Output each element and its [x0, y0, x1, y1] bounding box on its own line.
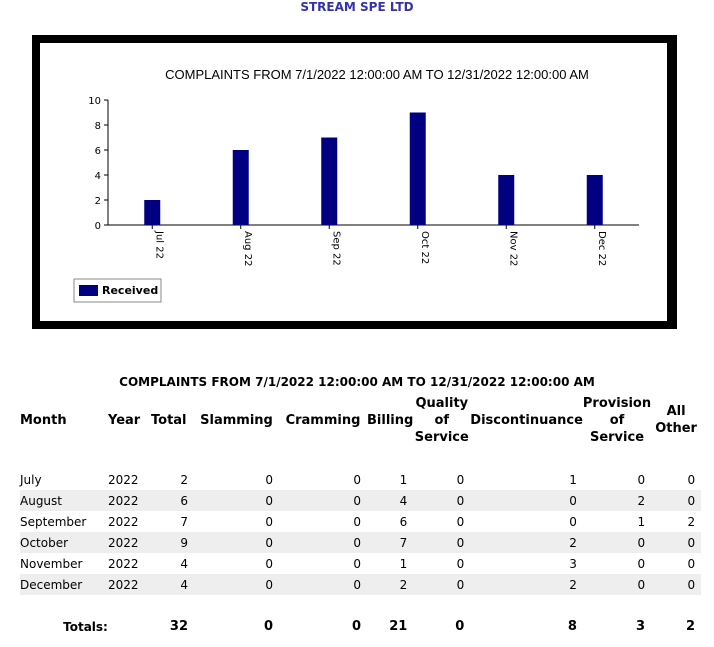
header-quality-line-3: Service	[414, 430, 469, 445]
cell-quality: 0	[456, 472, 465, 487]
legend-swatch-received	[79, 285, 98, 296]
bar-jul-22	[144, 200, 160, 225]
cell-provision: 0	[637, 556, 646, 571]
header-cramming: Cramming	[285, 413, 361, 428]
header-year: Year	[108, 413, 141, 428]
cell-other: 0	[651, 490, 701, 511]
x-tick-label: Aug 22	[241, 231, 253, 267]
table-body	[20, 469, 701, 595]
bar-dec-22	[587, 175, 603, 225]
totals-quality: 0	[455, 619, 465, 634]
cell-cramming: 0	[279, 532, 367, 553]
header-other-line-2: Other	[655, 421, 697, 436]
cell-total: 4	[151, 574, 194, 595]
table-row	[20, 532, 701, 553]
cell-quality: 0	[456, 514, 465, 529]
table-title: COMPLAINTS FROM 7/1/2022 12:00:00 AM TO 12/31/2022 12:00:00 AM	[119, 375, 595, 389]
cell-year: 2022	[108, 514, 139, 529]
cell-month: October	[20, 532, 108, 553]
cell-month: July	[20, 472, 42, 487]
totals-discontinuance: 8	[567, 619, 577, 634]
cell-quality: 0	[456, 556, 465, 571]
header-provision-of-service	[583, 393, 651, 448]
cell-billing: 4	[367, 490, 413, 511]
cell-discontinuance: 0	[569, 514, 577, 529]
cell-total: 2	[180, 472, 188, 487]
cell-billing: 6	[399, 514, 408, 529]
bar-nov-22	[498, 175, 514, 225]
totals-provision: 3	[636, 619, 646, 634]
cell-billing: 1	[399, 556, 408, 571]
x-tick-label: Oct 22	[418, 231, 430, 265]
cell-cramming: 0	[279, 490, 367, 511]
cell-provision: 0	[583, 574, 651, 595]
cell-total: 7	[180, 514, 188, 529]
cell-discontinuance: 2	[470, 574, 583, 595]
cell-discontinuance: 3	[569, 556, 577, 571]
x-tick-label: Dec 22	[595, 231, 607, 267]
cell-total: 9	[151, 532, 194, 553]
cell-other: 0	[687, 472, 696, 487]
cell-month: September	[20, 514, 87, 529]
cell-other: 0	[651, 574, 701, 595]
cell-other: 2	[687, 514, 696, 529]
cell-billing: 2	[367, 574, 413, 595]
header-quality-line-2: of	[434, 413, 450, 428]
cell-year: 2022	[108, 472, 139, 487]
cell-discontinuance: 2	[470, 532, 583, 553]
x-tick-label: Nov 22	[507, 231, 519, 267]
cell-discontinuance: 0	[470, 490, 583, 511]
header-discontinuance: Discontinuance	[470, 413, 583, 428]
totals-billing: 21	[389, 619, 408, 634]
cell-slamming: 0	[194, 490, 279, 511]
y-tick-label: 10	[88, 96, 101, 107]
y-tick-label: 2	[94, 196, 101, 207]
totals-cramming: 0	[351, 619, 361, 634]
cell-slamming: 0	[265, 556, 273, 571]
cell-month: November	[20, 556, 83, 571]
table-row	[20, 574, 701, 595]
bar-aug-22	[233, 150, 249, 225]
header-total: Total	[151, 413, 187, 428]
cell-provision: 0	[583, 532, 651, 553]
table-row	[20, 469, 701, 490]
table-row	[20, 490, 701, 511]
complaints-table	[20, 393, 701, 637]
cell-provision: 2	[583, 490, 651, 511]
header-provision-line-2: of	[609, 413, 625, 428]
header-all-other	[651, 393, 701, 448]
chart-title: COMPLAINTS FROM 7/1/2022 12:00:00 AM TO 12/31/2022 12:00:00 AM	[165, 67, 589, 82]
cell-month: August	[20, 490, 108, 511]
y-tick-label: 0	[94, 221, 101, 232]
cell-quality: 0	[413, 532, 470, 553]
bar-oct-22	[410, 113, 426, 226]
header-quality-line-1: Quality	[415, 396, 469, 411]
cell-year: 2022	[108, 574, 151, 595]
cell-cramming: 0	[279, 574, 367, 595]
header-provision-line-1: Provision	[582, 396, 652, 411]
chart-frame	[32, 35, 677, 329]
cell-cramming: 0	[353, 556, 361, 571]
totals-slamming: 0	[263, 619, 273, 634]
cell-provision: 1	[637, 514, 646, 529]
cell-year: 2022	[108, 490, 151, 511]
cell-discontinuance: 1	[569, 472, 577, 487]
totals-total: 32	[169, 619, 188, 634]
totals-row	[20, 616, 701, 637]
cell-slamming: 0	[194, 532, 279, 553]
cell-cramming: 0	[353, 514, 361, 529]
totals-label: Totals:	[63, 619, 108, 634]
cell-billing: 7	[367, 532, 413, 553]
cell-other: 0	[651, 532, 701, 553]
x-tick-label: Jul 22	[153, 231, 165, 259]
totals-other: 2	[686, 619, 696, 634]
cell-year: 2022	[108, 532, 151, 553]
cell-provision: 0	[637, 472, 646, 487]
cell-cramming: 0	[353, 472, 361, 487]
cell-month: December	[20, 574, 108, 595]
cell-other: 0	[687, 556, 696, 571]
cell-billing: 1	[399, 472, 408, 487]
y-tick-label: 8	[94, 121, 101, 132]
cell-total: 6	[151, 490, 194, 511]
cell-slamming: 0	[265, 514, 273, 529]
header-quality-of-service	[413, 393, 470, 448]
header-month: Month	[20, 413, 67, 428]
header-spacer	[20, 448, 701, 469]
table-row	[20, 553, 701, 574]
y-tick-label: 4	[94, 171, 101, 182]
header-other-line-1: All	[666, 404, 686, 419]
cell-total: 4	[180, 556, 188, 571]
header-billing: Billing	[367, 413, 414, 428]
cell-slamming: 0	[194, 574, 279, 595]
header-slamming: Slamming	[200, 413, 273, 428]
cell-quality: 0	[413, 490, 470, 511]
cell-quality: 0	[413, 574, 470, 595]
header-provision-line-3: Service	[589, 430, 645, 445]
chart-svg	[32, 35, 677, 329]
legend-label-received: Received	[102, 284, 159, 297]
totals-spacer	[20, 595, 701, 616]
table-row	[20, 511, 701, 532]
y-tick-label: 6	[94, 146, 101, 157]
bar-sep-22	[321, 138, 337, 226]
x-tick-label: Sep 22	[330, 231, 342, 266]
cell-slamming: 0	[265, 472, 273, 487]
cell-year: 2022	[108, 556, 139, 571]
table-header-row	[20, 393, 701, 448]
company-name: STREAM SPE LTD	[300, 0, 414, 14]
